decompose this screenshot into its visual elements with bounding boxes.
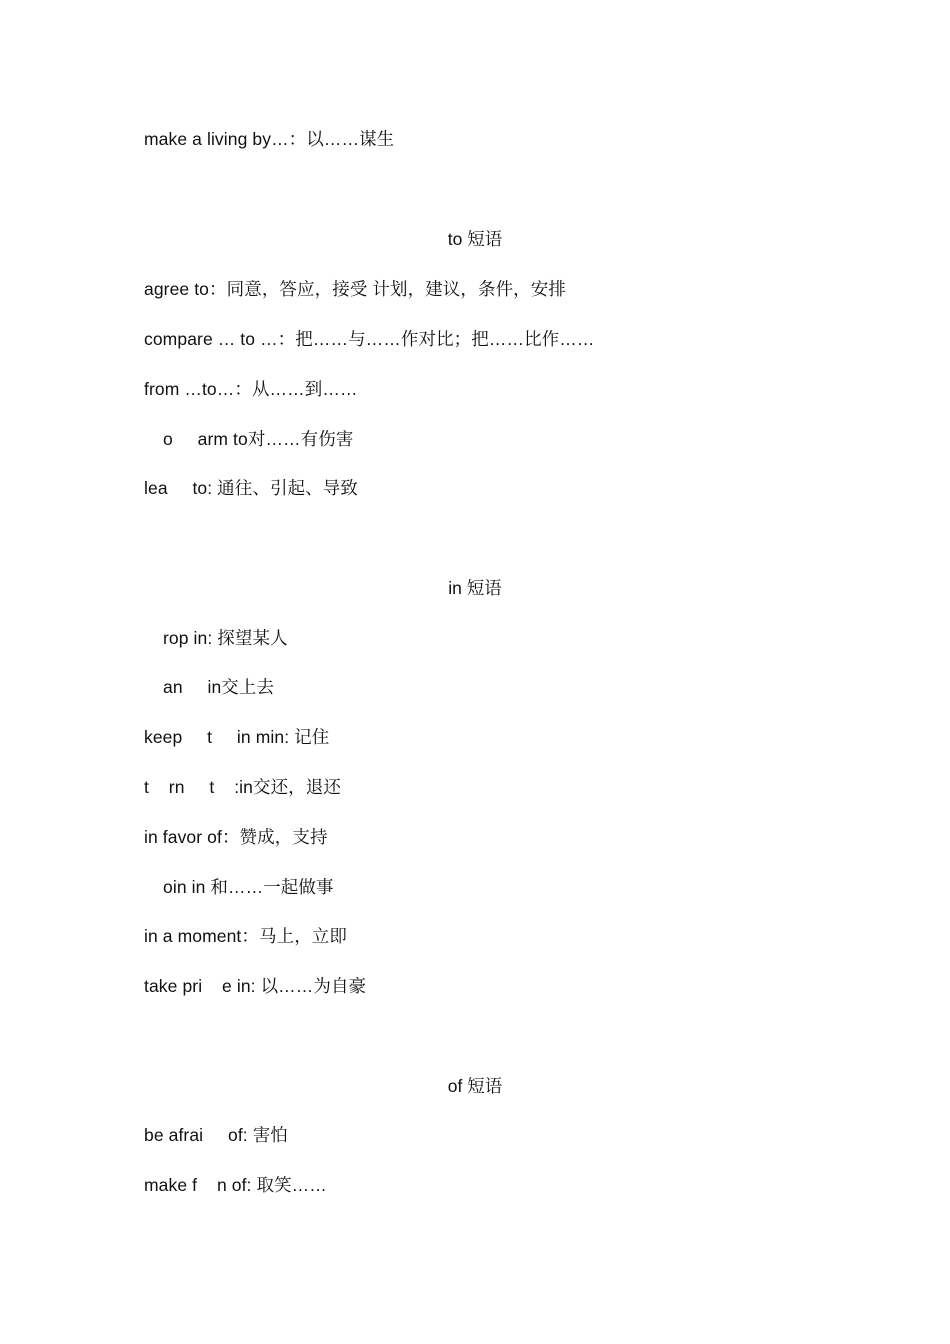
phrase-line: agree to：同意，答应，接受 计划，建议，条件，安排	[144, 279, 566, 299]
phrase-line: an in交上去	[163, 677, 275, 697]
phrase-line: keep t in min: 记住	[144, 727, 330, 747]
section-heading-to: to 短语	[447, 229, 503, 249]
phrase-line: be afrai of: 害怕	[144, 1125, 288, 1145]
phrase-line: o arm to对……有伤害	[163, 429, 354, 449]
phrase-line: make f n of: 取笑……	[144, 1175, 327, 1195]
section-heading-of: of 短语	[447, 1076, 503, 1096]
phrase-line: in a moment：马上，立即	[144, 926, 347, 946]
phrase-line: rop in: 探望某人	[163, 628, 288, 648]
phrase-line: compare … to …：把……与……作对比；把……比作……	[144, 329, 595, 349]
section-heading-in: in 短语	[448, 578, 502, 598]
phrase-line: lea to: 通往、引起、导致	[144, 478, 358, 498]
phrase-line: make a living by…：以……谋生	[144, 129, 395, 149]
phrase-line: t rn t :in交还，退还	[144, 777, 341, 797]
phrase-line: in favor of：赞成，支持	[144, 827, 328, 847]
phrase-line: from …to…：从……到……	[144, 379, 358, 399]
phrase-line: oin in 和……一起做事	[163, 877, 334, 897]
phrase-line: take pri e in: 以……为自豪	[144, 976, 367, 996]
